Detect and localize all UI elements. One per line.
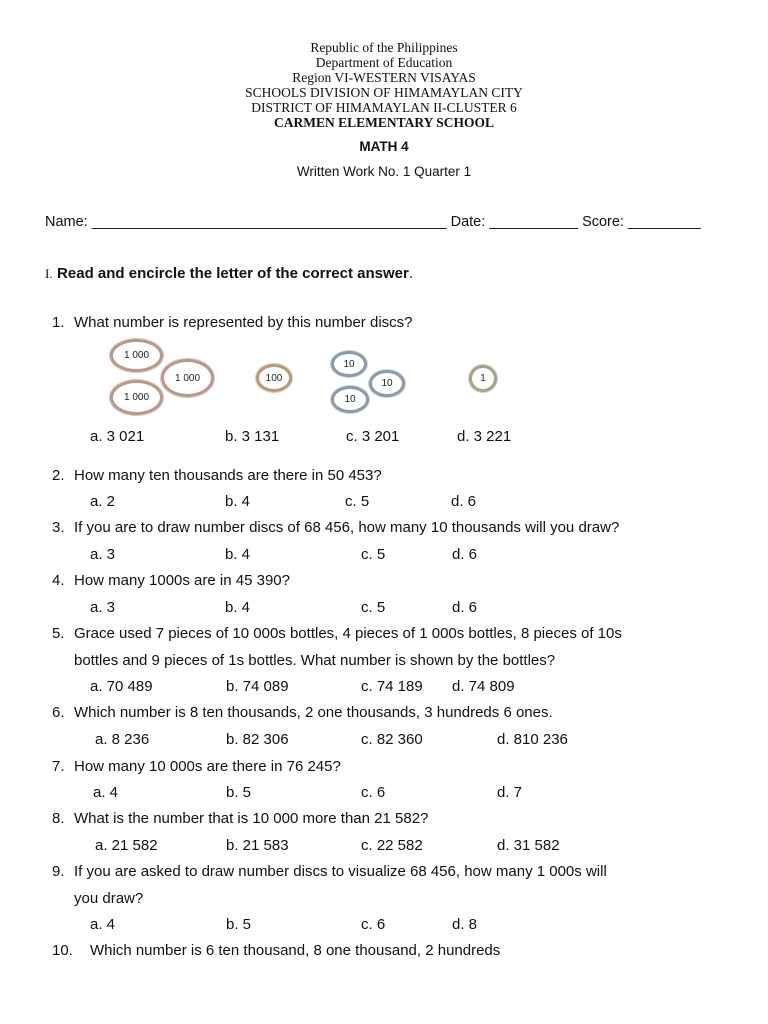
section-heading: [45, 265, 413, 283]
section-period: .: [408, 265, 414, 282]
q1-option-d[interactable]: d. 3 221: [457, 428, 512, 445]
q3-option-d[interactable]: d. 6: [452, 546, 478, 563]
section-number: I.: [45, 266, 53, 281]
header-district: DISTRICT OF HIMAMAYLAN II-CLUSTER 6: [251, 100, 517, 115]
disc-ten: 10: [331, 386, 369, 413]
header-region: Region VI-WESTERN VISAYAS: [292, 70, 476, 85]
question-10-number: 10.: [52, 942, 73, 959]
q9-option-b[interactable]: b. 5: [226, 916, 252, 933]
question-2-number: 2.: [52, 467, 65, 484]
q5-option-a[interactable]: a. 70 489: [90, 678, 153, 695]
q5-option-c[interactable]: c. 74 189: [361, 678, 423, 695]
q7-option-d[interactable]: d. 7: [497, 784, 523, 801]
q8-option-b[interactable]: b. 21 583: [226, 837, 289, 854]
school-name: CARMEN ELEMENTARY SCHOOL: [273, 115, 495, 130]
name-blank[interactable]: ____________________________________________: [91, 214, 447, 230]
q6-option-c[interactable]: c. 82 360: [361, 731, 423, 748]
q1-option-a[interactable]: a. 3 021: [90, 428, 145, 445]
question-7-number: 7.: [52, 758, 65, 775]
q9-option-d[interactable]: d. 8: [452, 916, 478, 933]
q7-option-b[interactable]: b. 5: [226, 784, 252, 801]
q4-option-a[interactable]: a. 3: [90, 599, 116, 616]
question-1-text: What number is represented by this number discs?: [74, 314, 413, 331]
disc-thousand: 1 000: [110, 339, 163, 372]
q8-option-a[interactable]: a. 21 582: [95, 837, 158, 854]
score-label: Score:: [582, 214, 624, 230]
q7-option-c[interactable]: c. 6: [361, 784, 386, 801]
q4-option-b[interactable]: b. 4: [225, 599, 251, 616]
question-3-text: If you are to draw number discs of 68 456, how many 10 thousands will you draw?: [74, 519, 620, 536]
q9-option-a[interactable]: a. 4: [90, 916, 116, 933]
question-5-text-continued: bottles and 9 pieces of 1s bottles. What number is shown by the bottles?: [74, 652, 556, 669]
disc-thousand: 1 000: [161, 359, 214, 397]
question-6-number: 6.: [52, 704, 65, 721]
question-8-number: 8.: [52, 810, 65, 827]
disc-ten: 10: [369, 370, 405, 397]
q1-option-b[interactable]: b. 3 131: [225, 428, 280, 445]
question-5-text: Grace used 7 pieces of 10 000s bottles, 4 pieces of 1 000s bottles, 8 pieces of 10s: [74, 625, 622, 642]
question-9-text-continued: you draw?: [74, 890, 144, 907]
q4-option-c[interactable]: c. 5: [361, 599, 386, 616]
q2-option-a[interactable]: a. 2: [90, 493, 116, 510]
q2-option-c[interactable]: c. 5: [345, 493, 370, 510]
header-division: SCHOOLS DIVISION OF HIMAMAYLAN CITY: [245, 85, 523, 100]
question-9-number: 9.: [52, 863, 65, 880]
disc-thousand: 1 000: [110, 380, 163, 415]
header-republic: Republic of the Philippines: [310, 40, 458, 55]
question-9-text: If you are asked to draw number discs to visualize 68 456, how many 1 000s will: [74, 863, 607, 880]
question-7-text: How many 10 000s are there in 76 245?: [74, 758, 341, 775]
question-3-number: 3.: [52, 519, 65, 536]
q8-option-d[interactable]: d. 31 582: [497, 837, 560, 854]
question-4-text: How many 1000s are in 45 390?: [74, 572, 290, 589]
q4-option-d[interactable]: d. 6: [452, 599, 478, 616]
question-1-number: 1.: [52, 314, 65, 331]
q2-option-b[interactable]: b. 4: [225, 493, 251, 510]
disc-hundred: 100: [256, 364, 292, 392]
q5-option-d[interactable]: d. 74 809: [452, 678, 515, 695]
q3-option-a[interactable]: a. 3: [90, 546, 116, 563]
question-6-text: Which number is 8 ten thousands, 2 one thousands, 3 hundreds 6 ones.: [74, 704, 553, 721]
q7-option-a[interactable]: a. 4: [93, 784, 119, 801]
question-8-text: What is the number that is 10 000 more than 21 582?: [74, 810, 429, 827]
q2-option-d[interactable]: d. 6: [451, 493, 477, 510]
date-label: Date:: [450, 214, 486, 230]
subject-title: MATH 4: [359, 139, 409, 154]
q3-option-c[interactable]: c. 5: [361, 546, 386, 563]
info-line: [45, 214, 701, 230]
q6-option-a[interactable]: a. 8 236: [95, 731, 150, 748]
q6-option-b[interactable]: b. 82 306: [226, 731, 289, 748]
q6-option-d[interactable]: d. 810 236: [497, 731, 568, 748]
q5-option-b[interactable]: b. 74 089: [226, 678, 289, 695]
disc-one: 1: [469, 365, 497, 392]
question-4-number: 4.: [52, 572, 65, 589]
section-title: Read and encircle the letter of the correct answer: [57, 265, 409, 282]
q8-option-c[interactable]: c. 22 582: [361, 837, 423, 854]
date-blank[interactable]: ___________: [489, 214, 579, 230]
name-label: Name:: [45, 214, 88, 230]
q1-option-c[interactable]: c. 3 201: [346, 428, 400, 445]
question-5-number: 5.: [52, 625, 65, 642]
question-10-text: Which number is 6 ten thousand, 8 one thousand, 2 hundreds: [90, 942, 501, 959]
disc-ten: 10: [331, 351, 367, 377]
q9-option-c[interactable]: c. 6: [361, 916, 386, 933]
q3-option-b[interactable]: b. 4: [225, 546, 251, 563]
header-department: Department of Education: [315, 55, 453, 70]
question-2-text: How many ten thousands are there in 50 453?: [74, 467, 382, 484]
work-title: Written Work No. 1 Quarter 1: [296, 164, 472, 179]
score-blank[interactable]: _________: [628, 214, 701, 230]
